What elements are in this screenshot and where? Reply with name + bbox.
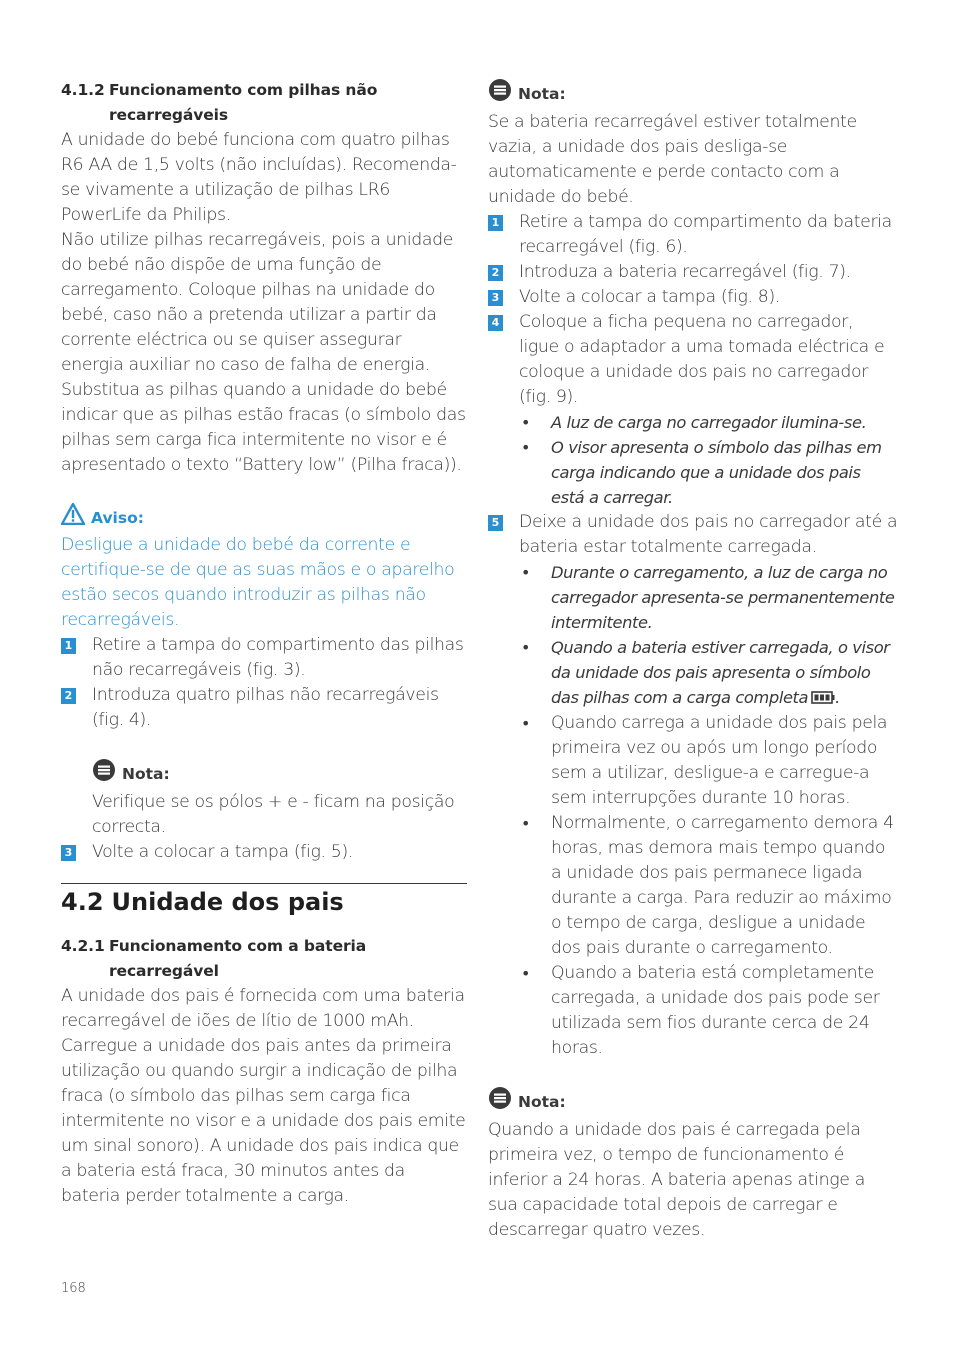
bullet-item	[488, 560, 898, 635]
bullet-dot: •	[521, 714, 531, 733]
step-number-badge: 2	[488, 265, 503, 281]
step-number-badge: 1	[488, 215, 503, 231]
note-icon	[92, 758, 116, 790]
note-heading	[92, 758, 467, 790]
bullet-text: A luz de carga no carregador ilumina-se.	[551, 413, 867, 432]
note-label: Nota:	[122, 764, 170, 783]
step-number-badge: 1	[61, 638, 76, 654]
step-item	[61, 633, 467, 683]
step-number-badge: 3	[61, 845, 76, 861]
step-number-badge: 3	[488, 290, 503, 306]
bullet-text: Quando a bateria está completamente carregada, a unidade dos pais pode ser utilizada sem fios durante cerca de 24 horas.	[551, 963, 880, 1058]
right-column	[488, 78, 898, 1243]
section-heading-4-2	[61, 883, 467, 918]
section-number: 4.1.2	[61, 81, 105, 99]
step-text: Volte a colocar a tampa (fig. 5).	[92, 842, 353, 862]
note-text: Verifique se os pólos + e - ficam na posição correcta.	[92, 792, 455, 837]
section-title-line1: Funcionamento com a bateria	[109, 937, 367, 955]
paragraph: A unidade dos pais é fornecida com uma bateria recarregável de iões de lítio de 1000 mAh. Carregue a unidade dos pais antes da primeira utilização ou quando surgir a indicação de pilha fraca (o símbolo das pilhas sem carga fica intermitente no visor e a unidade dos pais emite um sinal sonoro). A unidade dos pais indica que a bateria está fraca, 30 minutos antes da bateria perder totalmente a carga.	[61, 986, 466, 1206]
bullet-text-end: .	[835, 688, 840, 707]
bullet-text: Durante o carregamento, a luz de carga no carregador apresenta-se permanentemente intermitente.	[551, 563, 895, 632]
section-title: Unidade dos pais	[111, 888, 344, 916]
step-item	[488, 310, 898, 410]
step-item	[488, 285, 898, 310]
bullet-dot: •	[521, 814, 531, 833]
note-heading	[488, 1086, 898, 1118]
bullet-text: Quando carrega a unidade dos pais pela primeira vez ou após um longo período sem a utilizar, desligue-a e carregue-a sem interrupções durante 10 horas.	[551, 713, 888, 808]
step-text: Retire a tampa do compartimento da bateria recarregável (fig. 6).	[519, 212, 892, 257]
warning-heading	[61, 503, 467, 533]
note-heading	[488, 78, 898, 110]
step-number-badge: 4	[488, 315, 503, 331]
section-number: 4.2.1	[61, 937, 105, 955]
step-item	[488, 510, 898, 560]
step-text: Deixe a unidade dos pais no carregador até a bateria estar totalmente carregada.	[519, 512, 898, 557]
note-block	[61, 758, 467, 840]
bullet-item	[488, 435, 898, 510]
step-item	[488, 260, 898, 285]
note-icon	[488, 1086, 512, 1118]
paragraph: A unidade do bebé funciona com quatro pilhas R6 AA de 1,5 volts (não incluídas). Recomenda-se vivamente a utilização de pilhas LR6 PowerLife da Philips.	[61, 130, 457, 225]
note-icon	[488, 78, 512, 110]
step-number-badge: 5	[488, 515, 503, 531]
note-label: Nota:	[518, 1092, 566, 1111]
left-column	[61, 78, 467, 1209]
section-heading-4-1-2	[61, 78, 467, 128]
section-title-line1: Funcionamento com pilhas não	[109, 81, 378, 99]
bullet-item	[488, 635, 898, 711]
bullet-dot: •	[521, 964, 531, 983]
bullet-text: O visor apresenta o símbolo das pilhas em carga indicando que a unidade dos pais está a carregar.	[551, 438, 882, 507]
warning-text: Desligue a unidade do bebé da corrente e certifique-se de que as suas mãos e o aparelho estão secos quando introduzir as pilhas não recarregáveis.	[61, 535, 455, 630]
paragraph: Não utilize pilhas recarregáveis, pois a unidade do bebé não dispõe de uma função de carregamento. Coloque pilhas na unidade do bebé, caso não a pretenda utilizar a partir da corrente eléctrica ou se quiser assegurar energia auxiliar no caso de falha de energia. Substitua as pilhas quando a unidade do bebé indicar que as pilhas estão fracas (o símbolo das pilhas sem carga fica intermitente no visor e é apresentado o texto “Battery low” (Pilha fraca)).	[61, 230, 466, 475]
step-item	[61, 683, 467, 733]
step-text: Introduza a bateria recarregável (fig. 7).	[519, 262, 851, 282]
step-text: Coloque a ficha pequena no carregador, ligue o adaptador a uma tomada eléctrica e coloque a unidade dos pais no carregador (fig. 9).	[519, 312, 885, 407]
page-number: 168	[61, 1281, 86, 1296]
section-title-line2: recarregável	[109, 962, 219, 980]
step-text: Volte a colocar a tampa (fig. 8).	[519, 287, 780, 307]
note-text: Se a bateria recarregável estiver totalmente vazia, a unidade dos pais desliga-se automaticamente e perde contacto com a unidade do bebé.	[488, 112, 857, 207]
bullet-text-main: Quando a bateria estiver carregada, o visor da unidade dos pais apresenta o símbolo das pilhas com a carga completa	[551, 638, 890, 707]
bullet-dot: •	[521, 638, 531, 657]
warning-label: Aviso:	[91, 508, 144, 527]
bullet-text	[551, 635, 898, 711]
note-text: Quando a unidade dos pais é carregada pela primeira vez, o tempo de funcionamento é inferior a 24 horas. A bateria apenas atinge a sua capacidade total depois de carregar e descarregar quatro vezes.	[488, 1120, 865, 1240]
note-label: Nota:	[518, 84, 566, 103]
step-item	[488, 210, 898, 260]
bullet-item	[488, 811, 898, 961]
bullet-item	[488, 711, 898, 811]
bullet-item	[488, 410, 898, 435]
step-text: Introduza quatro pilhas não recarregáveis (fig. 4).	[92, 685, 439, 730]
battery-full-icon	[811, 686, 835, 711]
warning-icon	[61, 503, 85, 533]
step-text: Retire a tampa do compartimento das pilhas não recarregáveis (fig. 3).	[92, 635, 464, 680]
section-heading-4-2-1	[61, 934, 467, 984]
step-number-badge: 2	[61, 688, 76, 704]
step-item	[61, 840, 467, 865]
bullet-text: Normalmente, o carregamento demora 4 horas, mas demora mais tempo quando a unidade dos pais permanece ligada durante a carga. Para reduzir ao máximo o tempo de carga, desligue a unidade dos pais durante o carregamento.	[551, 813, 894, 958]
section-title-line2: recarregáveis	[109, 106, 229, 124]
bullet-dot: •	[521, 438, 531, 457]
bullet-item	[488, 961, 898, 1061]
section-number: 4.2	[61, 888, 104, 916]
bullet-dot: •	[521, 413, 531, 432]
bullet-dot: •	[521, 563, 531, 582]
